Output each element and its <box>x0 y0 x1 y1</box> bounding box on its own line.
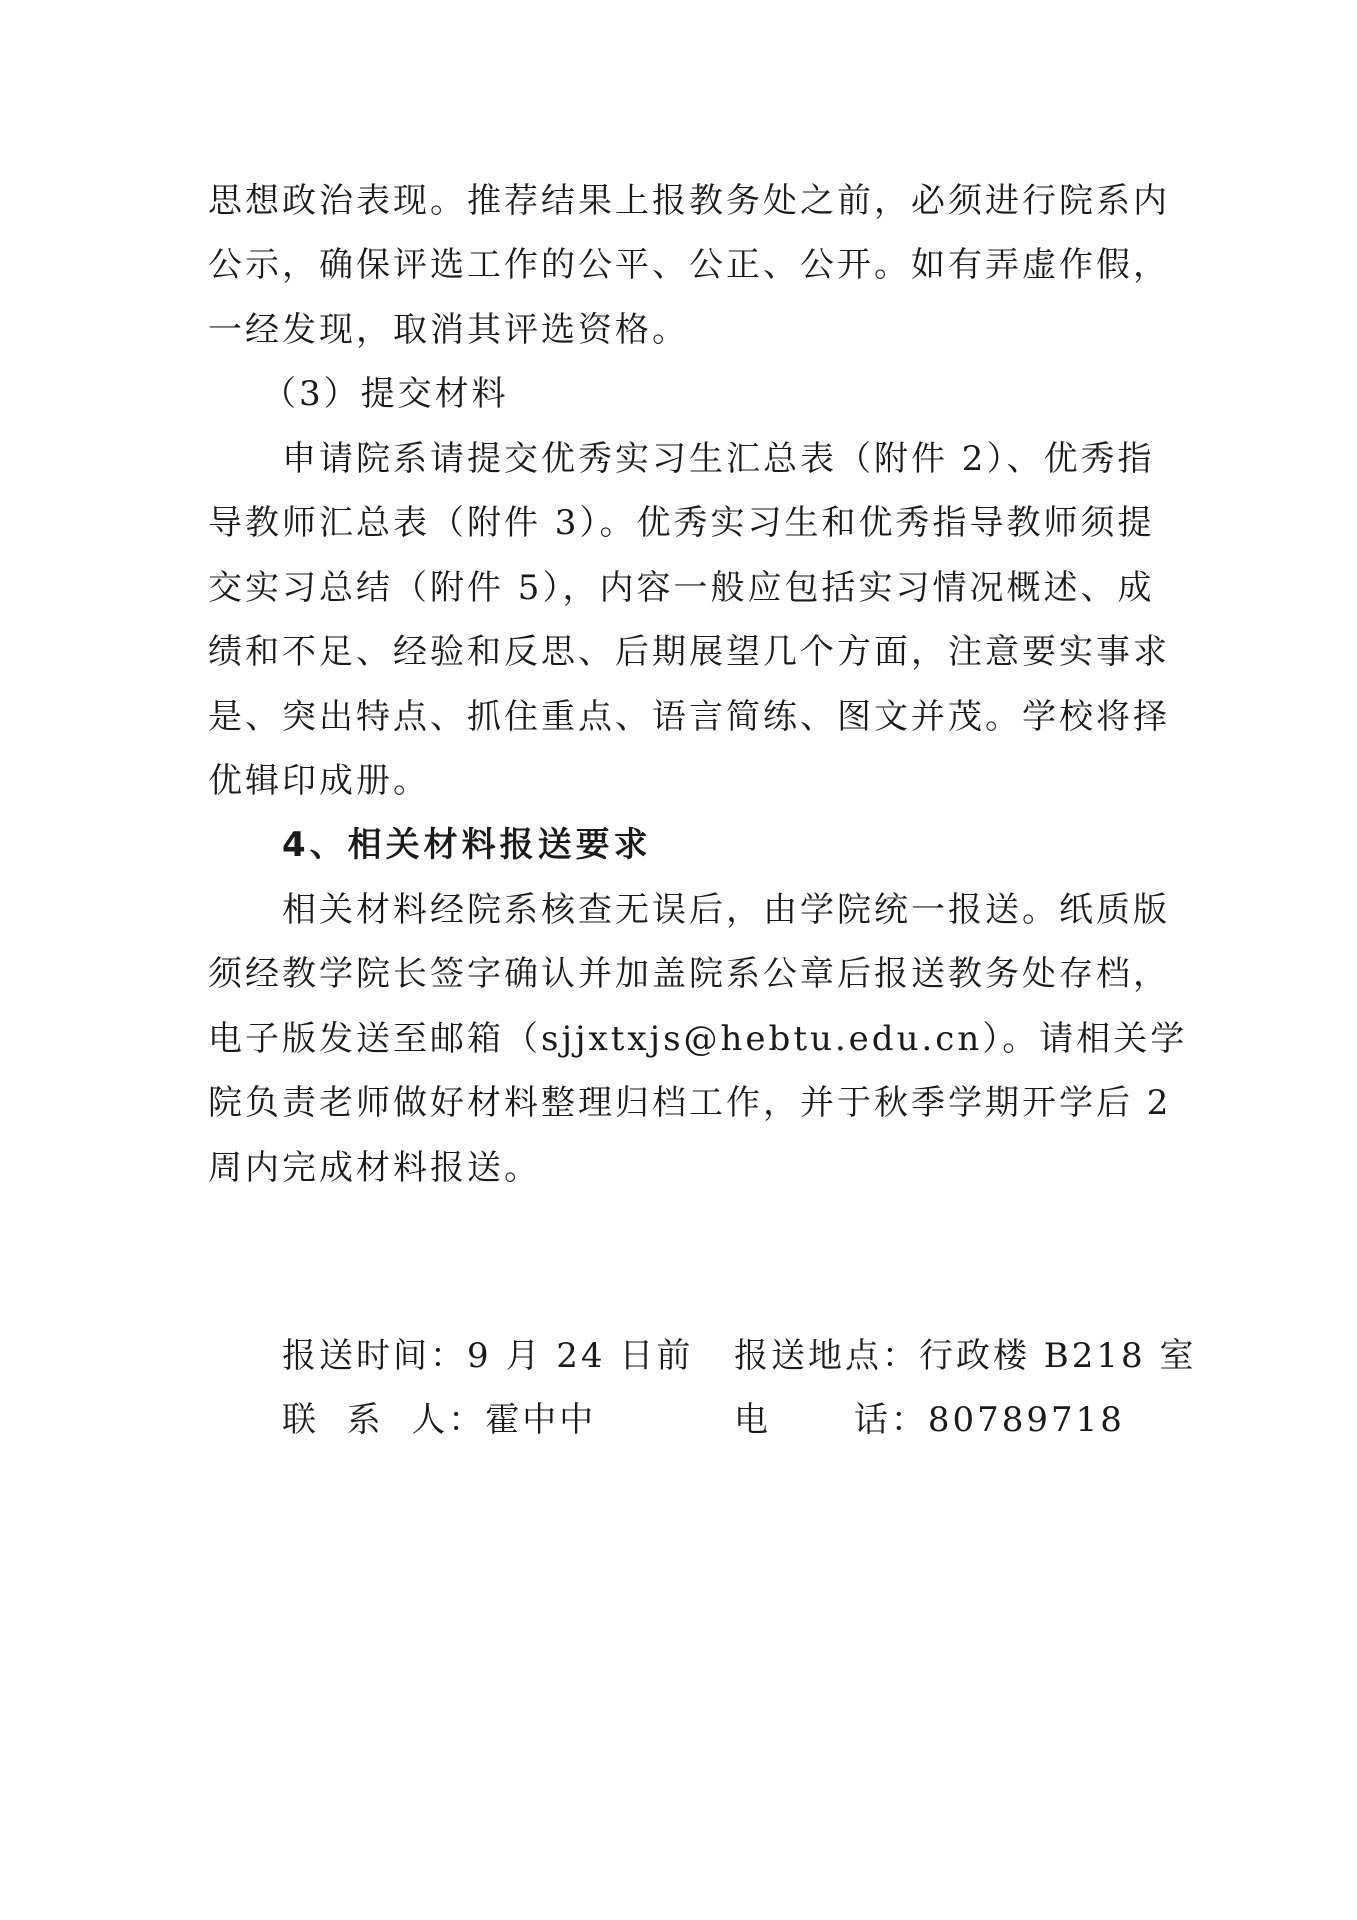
subheading-submit-materials: （3）提交材料 <box>262 374 509 414</box>
paragraph-line: 周内完成材料报送。 <box>208 1148 541 1188</box>
paragraph-line: 一经发现，取消其评选资格。 <box>208 310 689 350</box>
paragraph-line: 交实习总结（附件 5），内容一般应包括实习情况概述、成 <box>208 568 1155 608</box>
submission-deadline: 报送时间：9 月 24 日前 <box>282 1336 694 1376</box>
paragraph-line: 公示，确保评选工作的公平、公正、公开。如有弄虚作假， <box>208 245 1170 285</box>
contact-phone: 电 话：80789718 <box>734 1400 1125 1440</box>
info-row <box>282 1398 1152 1442</box>
submission-location: 报送地点：行政楼 B218 室 <box>734 1336 1197 1376</box>
contact-person: 联 系 人：霍中中 <box>282 1400 597 1440</box>
paragraph-line: 须经教学院长签字确认并加盖院系公章后报送教务处存档， <box>208 954 1170 994</box>
paragraph-line: 导教师汇总表（附件 3）。优秀实习生和优秀指导教师须提 <box>208 503 1155 543</box>
paragraph-line: 申请院系请提交优秀实习生汇总表（附件 2）、优秀指 <box>282 439 1155 479</box>
paragraph-line: 是、突出特点、抓住重点、语言简练、图文并茂。学校将择 <box>208 697 1170 737</box>
paragraph-line: 电子版发送至邮箱（sjjxtxjs@hebtu.edu.cn）。请相关学 <box>208 1019 1188 1059</box>
paragraph-line: 优辑印成册。 <box>208 761 430 801</box>
paragraph-line: 绩和不足、经验和反思、后期展望几个方面，注意要实事求 <box>208 632 1170 672</box>
paragraph-line: 院负责老师做好材料整理归档工作，并于秋季学期开学后 2 <box>208 1083 1172 1123</box>
paragraph-line: 相关材料经院系核查无误后，由学院统一报送。纸质版 <box>282 890 1170 930</box>
paragraph-line: 思想政治表现。推荐结果上报教务处之前，必须进行院系内 <box>208 181 1170 221</box>
section-heading: 4、相关材料报送要求 <box>282 825 652 865</box>
info-row <box>282 1334 1197 1378</box>
